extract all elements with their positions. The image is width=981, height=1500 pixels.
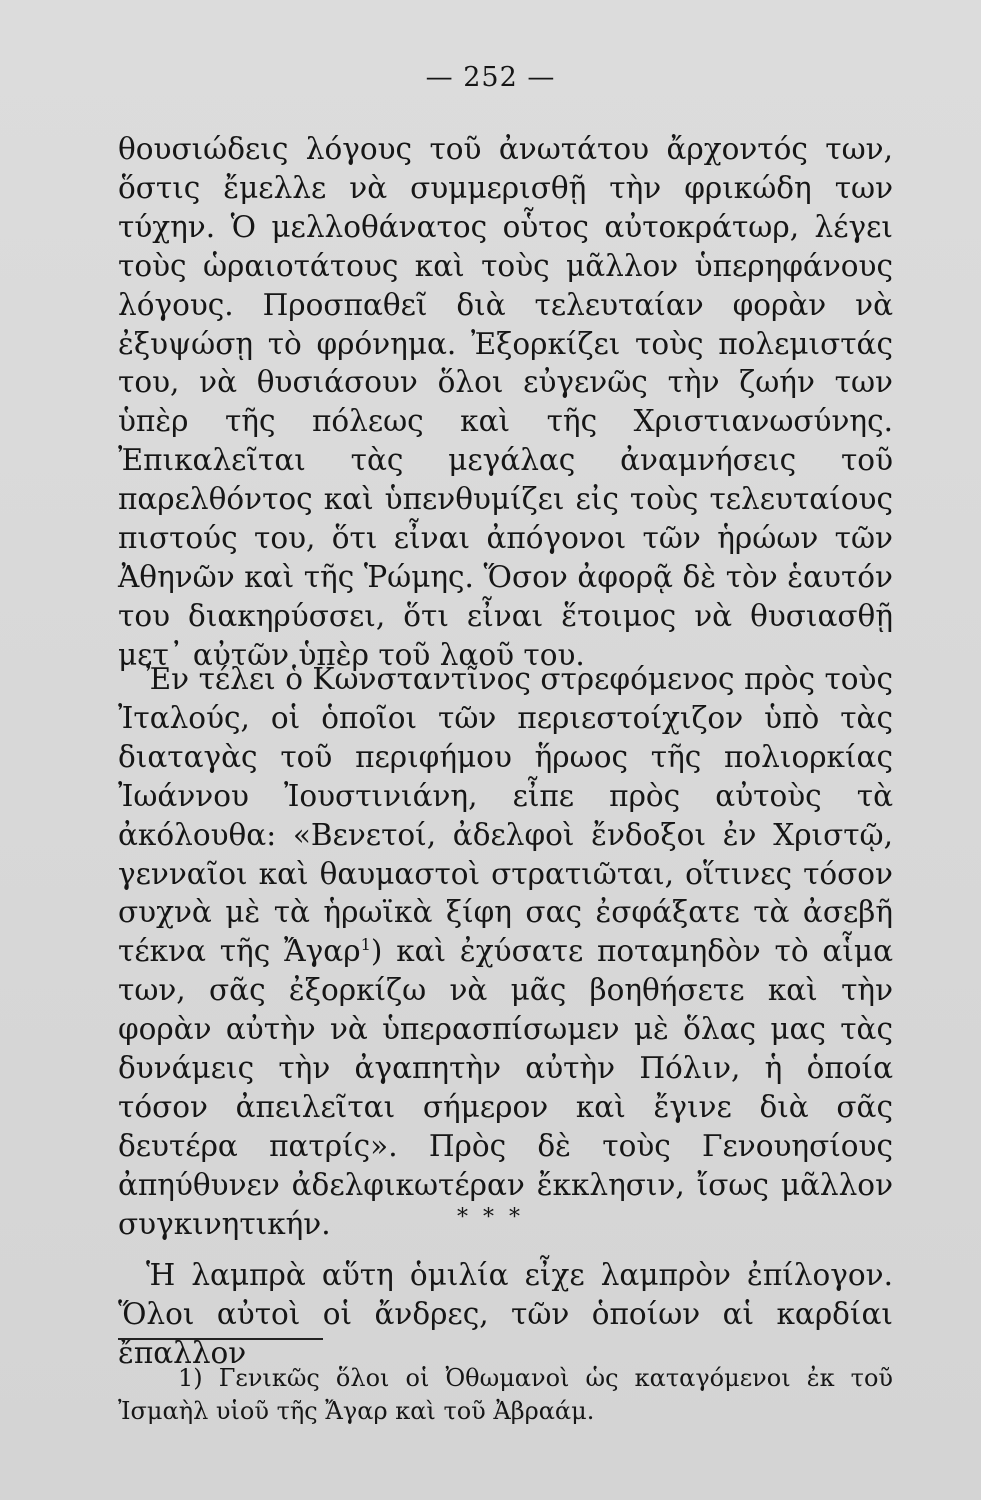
footnote-rule <box>118 1338 323 1340</box>
paragraph-2-part-2: ) καὶ ἐχύσατε ποταμηδὸν τὸ αἷμα των, σᾶς ἐξορκίζω νὰ μᾶς βοηθήσετε καὶ τὴν φορὰν αὐτὴν νὰ ὑπερασπίσωμεν μὲ ὅλας μας τὰς δυνάμεις τὴν ἀγαπητὴν αὐτὴν Πόλιν, ἡ ὁποία τόσον ἀπειλεῖται σήμερον καὶ ἔγινε διὰ σᾶς δευτέρα πατρίς». Πρὸς δὲ τοὺς Γενουησίους ἀπηύθυνεν ἀδελφικωτέραν ἔκκλησιν, ἴσως μᾶλλον συγκινητικήν. <box>118 934 893 1241</box>
section-break: * * * <box>457 1205 524 1230</box>
page-number: — 252 — <box>425 62 556 93</box>
footnote: 1) Γενικῶς ὅλοι οἱ Ὀθωμανοὶ ὡς καταγόμενοι ἐκ τοῦ Ἰσμαὴλ υἱοῦ τῆς Ἄγαρ καὶ τοῦ Ἀβραάμ. <box>118 1364 893 1425</box>
paragraph-3: Ἡ λαμπρὰ αὕτη ὁμιλία εἶχε λαμπρὸν ἐπίλογον. Ὅλοι αὐτοὶ οἱ ἄνδρες, τῶν ὁποίων αἱ καρδίαι ἔπαλλον <box>118 1258 893 1370</box>
paragraph-2-part-1: Ἐν τέλει ὁ Κωνσταντῖνος στρεφόμενος πρὸς τοὺς Ἰταλούς, οἱ ὁποῖοι τῶν περιεστοίχιζον ὑπὸ τὰς διαταγὰς τοῦ περιφήμου ἥρωος τῆς πολιορκίας Ἰωάννου Ἰουστινιάνη, εἶπε πρὸς αὐτοὺς τὰ ἀκόλουθα: «Βενετοί, ἀδελφοὶ ἔνδοξοι ἐν Χριστῷ, γενναῖοι καὶ θαυμαστοὶ στρατιῶται, οἵτινες τόσον συχνὰ μὲ τὰ ἡρωϊκὰ ξίφη σας ἐσφάξατε τὰ ἀσεβῆ τέκνα τῆς Ἄγαρ <box>118 662 893 969</box>
paragraph-1: θουσιώδεις λόγους τοῦ ἀνωτάτου ἄρχοντός των, ὅστις ἔμελλε νὰ συμμερισθῇ τὴν φρικώδη των τύχην. Ὁ μελλοθάνατος οὗτος αὐτοκράτωρ, λέγει τοὺς ὡραιοτάτους καὶ τοὺς μᾶλλον ὑπερηφάνους λόγους. Προσπαθεῖ διὰ τελευταίαν φορὰν νὰ ἐξυψώσῃ τὸ φρόνημα. Ἐξορκίζει τοὺς πολεμιστάς του, νὰ θυσιάσουν ὅλοι εὐγενῶς τὴν ζωήν των ὑπὲρ τῆς πόλεως καὶ τῆς Χριστιανωσύνης. Ἐπικαλεῖται τὰς μεγάλας ἀναμνήσεις τοῦ παρελθόντος καὶ ὑπενθυμίζει εἰς τοὺς τελευταίους πιστούς του, ὅτι εἶναι ἀπόγονοι τῶν ἡρώων τῶν Ἀθηνῶν καὶ τῆς Ῥώμης. Ὅσον ἀφορᾷ δὲ τὸν ἑαυτόν του διακηρύσσει, ὅτι εἶναι ἕτοιμος νὰ θυσιασθῇ μετ᾽ αὐτῶν ὑπὲρ τοῦ λαοῦ του. <box>118 132 893 672</box>
paragraph-2 <box>118 660 893 1244</box>
footnote-marker: 1 <box>360 935 371 955</box>
